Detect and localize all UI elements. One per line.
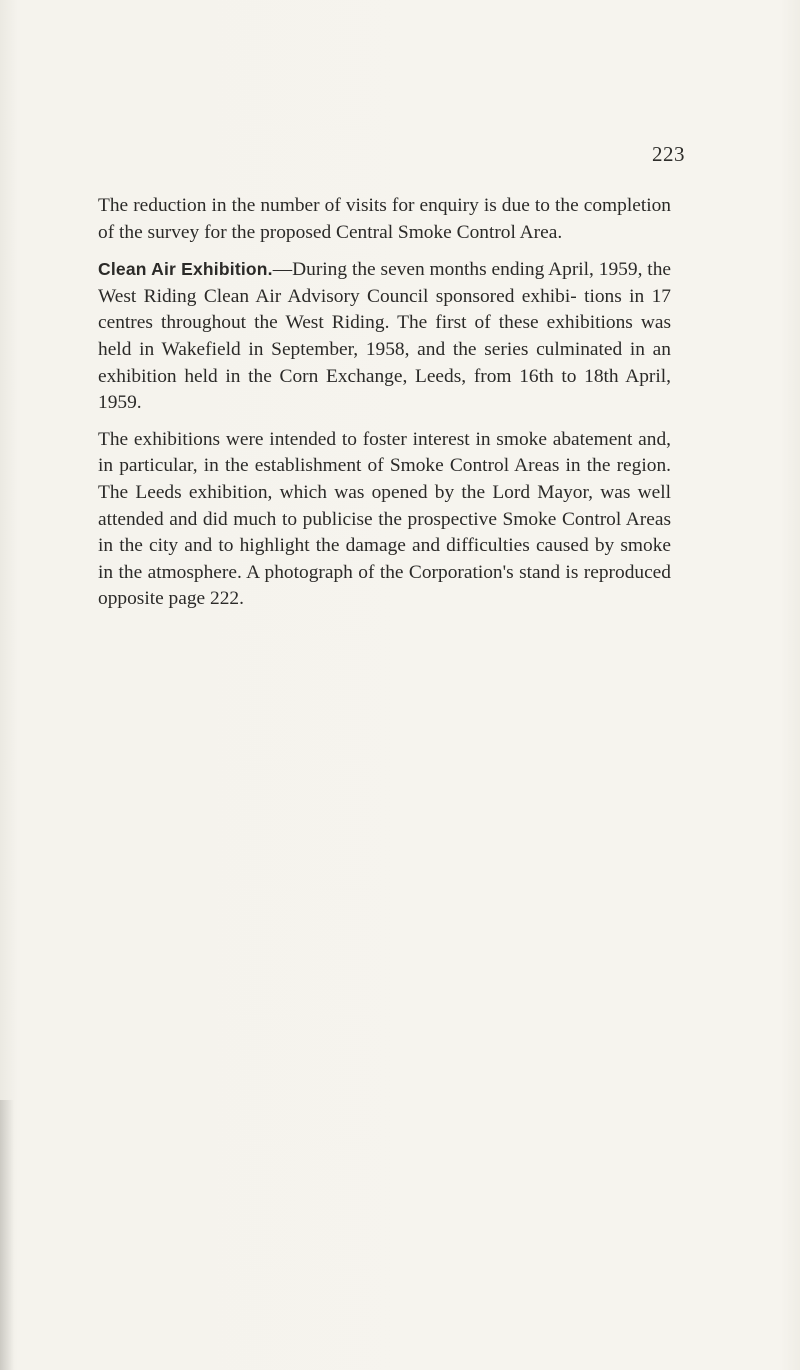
page-number: 223 <box>652 142 685 166</box>
paragraph-clean-air-exhibition-body: —During the seven months ending April, 1959, the West Riding Clean Air Advisory Council sponsored exhibi- tions in 17 centres throughout the West Riding. The first of these exhibitions was held in Wakefield in September, 1958, and the series culminated in an exhibition held in the Corn Exchange, Leeds, from 16th to 18th April, 1959. <box>98 259 671 414</box>
body-text <box>98 193 671 623</box>
page-binding-shadow <box>0 1100 14 1370</box>
section-heading-clean-air-exhibition: Clean Air Exhibition. <box>98 259 273 280</box>
paragraph-visits-reduction: The reduction in the number of visits for enquiry is due to the completion of the survey for the proposed Central Smoke Control Area. <box>98 195 671 243</box>
paragraph-clean-air-exhibition <box>98 256 671 417</box>
paragraph-exhibition-purpose: The exhibitions were intended to foster interest in smoke abatement and, in particular, in the establishment of Smoke Control Areas in the region. The Leeds exhibition, which was opened by the Lord Mayor, was well attended and did much to publicise the prospective Smoke Control Areas in the city and to highlight the damage and difficulties caused by smoke in the atmosphere. A photograph of the Corporation's stand is reproduced opposite page 222. <box>98 428 671 610</box>
